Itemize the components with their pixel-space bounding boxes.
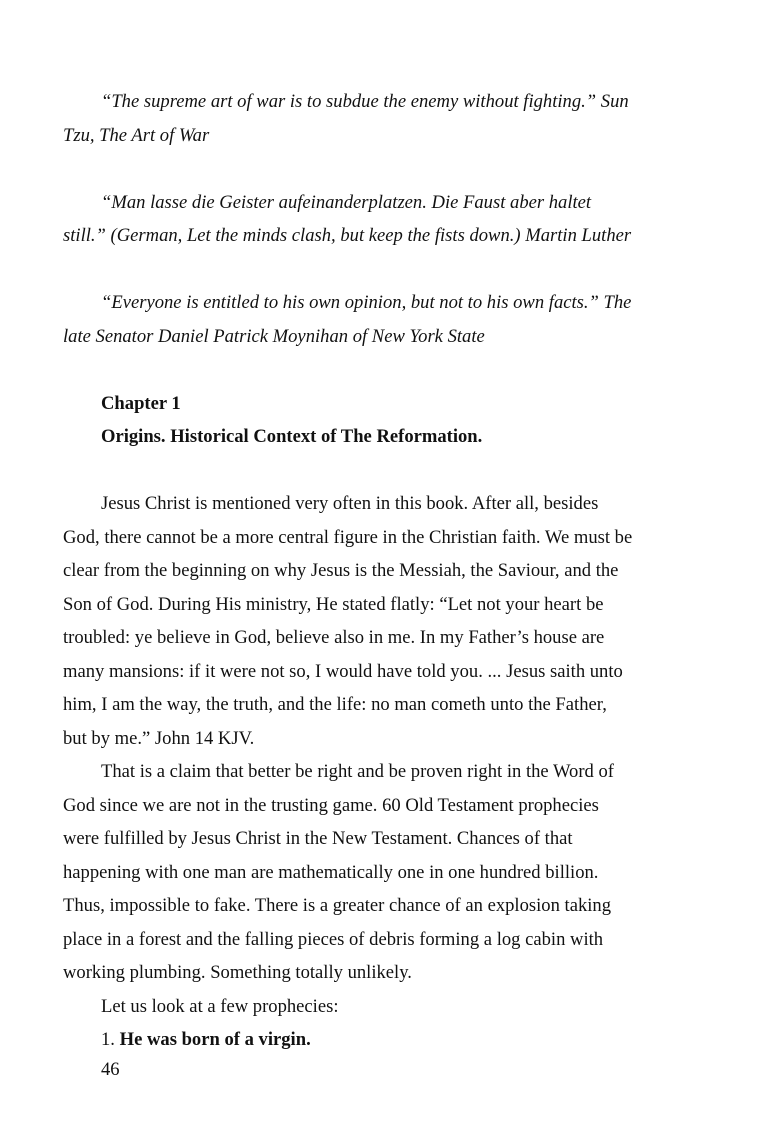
spacer: [63, 253, 663, 287]
epigraph-line: still.” (German, Let the minds clash, but keep the fists down.) Martin Luther: [63, 225, 632, 246]
paragraph-line: him, I am the way, the truth, and the life: no man cometh unto the Father,: [63, 694, 607, 715]
page-number: 46: [101, 1059, 120, 1080]
chapter-number: Chapter 1: [101, 392, 181, 414]
epigraph-line: late Senator Daniel Patrick Moynihan of New York State: [63, 325, 485, 347]
paragraph-line: Thus, impossible to fake. There is a greater chance of an explosion taking: [63, 895, 611, 916]
list-item-number: 1.: [101, 1029, 115, 1050]
paragraph-line: That is a claim that better be right and be proven right in the Word of: [101, 761, 614, 782]
paragraph-line: many mansions: if it were not so, I would have told you. ... Jesus saith unto: [63, 660, 623, 682]
paragraph-line: troubled: ye believe in God, believe also in me. In my Father’s house are: [63, 627, 605, 648]
paragraph-line: Jesus Christ is mentioned very often in this book. After all, besides: [101, 493, 599, 514]
epigraph-line: “Man lasse die Geister aufeinanderplatzen. Die Faust aber haltet: [101, 191, 592, 213]
paragraph-line: happening with one man are mathematically one in one hundred billion.: [63, 861, 599, 883]
epigraph-2: [63, 186, 663, 253]
paragraph-line: clear from the beginning on why Jesus is the Messiah, the Saviour, and the: [63, 560, 619, 581]
spacer: [63, 454, 663, 488]
paragraph-1: [63, 487, 663, 755]
paragraph-line: working plumbing. Something totally unlikely.: [63, 962, 412, 983]
paragraph-3: Let us look at a few prophecies:: [101, 995, 339, 1017]
epigraph-line: Tzu, The Art of War: [63, 124, 210, 146]
paragraph-line: God since we are not in the trusting game. 60 Old Testament prophecies: [63, 794, 599, 816]
list-item: [63, 1023, 663, 1057]
paragraph-2: [63, 755, 663, 990]
page-content: [63, 85, 663, 1057]
epigraph-line: “Everyone is entitled to his own opinion, but not to his own facts.” The: [101, 292, 632, 313]
list-item-text: He was born of a virgin.: [119, 1029, 311, 1050]
paragraph-line: God, there cannot be a more central figure in the Christian faith. We must be: [63, 526, 633, 548]
paragraph-line: place in a forest and the falling pieces of debris forming a log cabin with: [63, 928, 604, 950]
paragraph-line: were fulfilled by Jesus Christ in the New Testament. Chances of that: [63, 828, 573, 849]
spacer: [63, 152, 663, 186]
paragraph-line: but by me.” John 14 KJV.: [63, 727, 255, 749]
spacer: [63, 353, 663, 387]
chapter-title: Origins. Historical Context of The Reformation.: [101, 426, 483, 447]
epigraph-1: [63, 85, 663, 152]
paragraph-line: Son of God. During His ministry, He stated flatly: “Let not your heart be: [63, 593, 604, 615]
epigraph-3: [63, 286, 663, 353]
epigraph-line: “The supreme art of war is to subdue the enemy without fighting.” Sun: [101, 91, 629, 112]
